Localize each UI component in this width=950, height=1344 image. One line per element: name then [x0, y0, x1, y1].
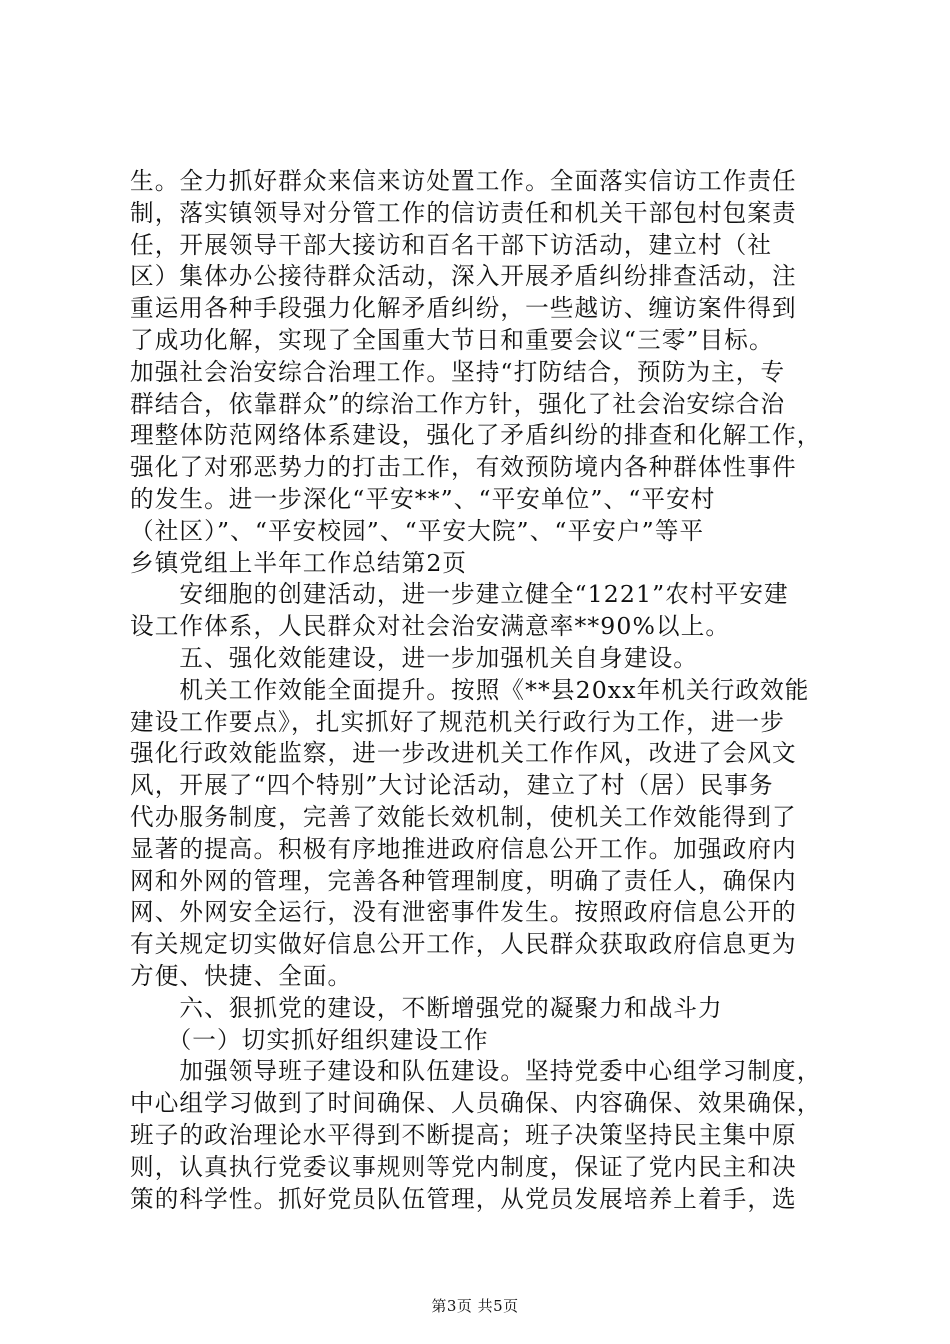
text-line: 安细胞的创建活动，进一步建立健全“1221”农村平安建: [130, 580, 789, 609]
text-line: 机关工作效能全面提升。按照《**县20xx年机关行政效能: [130, 675, 810, 704]
text-line: 区）集体办公接待群众活动，深入开展矛盾纠纷排查活动，注: [130, 262, 797, 291]
text-line: 强化了对邪恶势力的打击工作，有效预防境内各种群体性事件: [130, 453, 797, 482]
text-line: 加强社会治安综合治理工作。坚持“打防结合，预防为主，专: [130, 357, 786, 386]
text-line: 了成功化解，实现了全国重大节日和重要会议“三零”目标。: [130, 325, 774, 354]
text-line: 设工作体系，人民群众对社会治安满意率**90%以上。: [130, 612, 731, 641]
text-line: 制，落实镇领导对分管工作的信访责任和机关干部包村包案责: [130, 198, 797, 227]
text-line: 代办服务制度，完善了效能长效机制，使机关工作效能得到了: [130, 802, 797, 831]
embedded-page-title: 乡镇党组上半年工作总结第2页: [130, 548, 468, 577]
text-line: 生。全力抓好群众来信来访处置工作。全面落实信访工作责任: [130, 167, 797, 195]
text-line: 理整体防范网络体系建设，强化了矛盾纠纷的排查和化解工作，: [130, 421, 822, 450]
text-line: 任，开展领导干部大接访和百名干部下访活动，建立村（社: [130, 230, 773, 259]
text-line: 班子的政治理论水平得到不断提高；班子决策坚持民主集中原: [130, 1120, 797, 1149]
text-line: 中心组学习做到了时间确保、人员确保、内容确保、效果确保，: [130, 1089, 822, 1118]
text-line: 方便、快捷、全面。: [130, 961, 353, 990]
text-line: 显著的提高。积极有序地推进政府信息公开工作。加强政府内: [130, 834, 797, 863]
text-line: 的发生。进一步深化“平安**”、“平安单位”、“平安村: [130, 484, 716, 513]
text-line: 网、外网安全运行，没有泄密事件发生。按照政府信息公开的: [130, 898, 797, 927]
page-number-footer: 第3页 共5页: [431, 1297, 519, 1315]
text-line: 有关规定切实做好信息公开工作，人民群众获取政府信息更为: [130, 930, 797, 959]
text-line: 则，认真执行党委议事规则等党内制度，保证了党内民主和决: [130, 1152, 797, 1181]
section-heading-6: 六、狠抓党的建设，不断增强党的凝聚力和战斗力: [130, 993, 723, 1022]
text-line: （社区）”、“平安校园”、“平安大院”、“平安户”等平: [130, 516, 705, 545]
text-line: 强化行政效能监察，进一步改进机关工作作风，改进了会风文: [130, 739, 797, 768]
subsection-heading-1: （一）切实抓好组织建设工作: [130, 1025, 489, 1054]
text-line: 群结合，依靠群众”的综治工作方针，强化了社会治安综合治: [130, 389, 786, 418]
text-line: 建设工作要点》，扎实抓好了规范机关行政行为工作，进一步: [130, 707, 785, 736]
document-body: [130, 166, 830, 1215]
text-line: 策的科学性。抓好党员队伍管理，从党员发展培养上着手，选: [130, 1184, 797, 1213]
text-line: 风，开展了“四个特别”大讨论活动，建立了村（居）民事务: [130, 771, 774, 800]
text-line: 加强领导班子建设和队伍建设。坚持党委中心组学习制度，: [130, 1057, 822, 1086]
text-line: 网和外网的管理，完善各种管理制度，明确了责任人，确保内: [130, 866, 797, 895]
section-heading-5: 五、强化效能建设，进一步加强机关自身建设。: [130, 643, 698, 672]
text-line: 重运用各种手段强力化解矛盾纠纷，一些越访、缠访案件得到: [130, 294, 797, 323]
